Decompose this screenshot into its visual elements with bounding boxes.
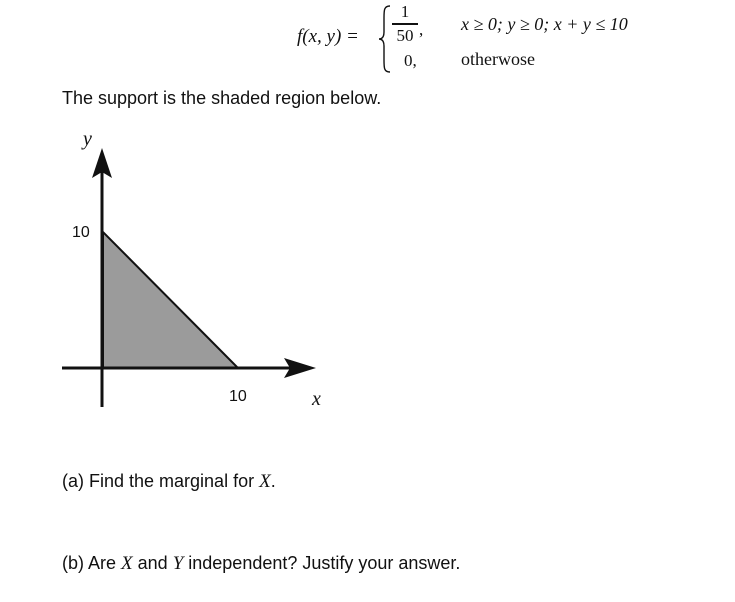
question-b-variable-x: X	[121, 553, 133, 574]
function-lhs: f(x, y) =	[297, 26, 359, 47]
question-b-variable-y: Y	[172, 553, 184, 574]
shaded-support-region	[103, 232, 238, 368]
case2-condition: otherwose	[461, 49, 535, 69]
fraction-bar	[392, 23, 418, 25]
x-axis-label: x	[312, 388, 321, 410]
question-b-suffix: independent? Justify your answer.	[183, 553, 461, 573]
question-b-mid: and	[132, 553, 173, 573]
case1-condition: x ≥ 0; y ≥ 0; x + y ≤ 10	[461, 14, 628, 34]
question-b-text: (b) Are	[62, 553, 122, 573]
question-a	[62, 471, 276, 493]
x-tick-label: 10	[229, 388, 247, 405]
y-tick-label: 10	[72, 224, 90, 241]
fraction-denominator: 50	[396, 25, 414, 45]
case1-separator: ,	[419, 20, 424, 39]
question-a-suffix: .	[270, 471, 276, 491]
question-a-text: (a) Find the marginal for	[62, 471, 260, 491]
case2-value: 0,	[404, 51, 417, 70]
case1-fraction	[390, 2, 420, 46]
question-b	[62, 553, 460, 575]
fraction-numerator: 1	[400, 2, 410, 21]
y-axis-label: y	[83, 128, 92, 150]
question-a-variable: X	[259, 471, 271, 492]
support-description: The support is the shaded region below.	[62, 88, 382, 108]
support-region-graph	[0, 120, 735, 420]
